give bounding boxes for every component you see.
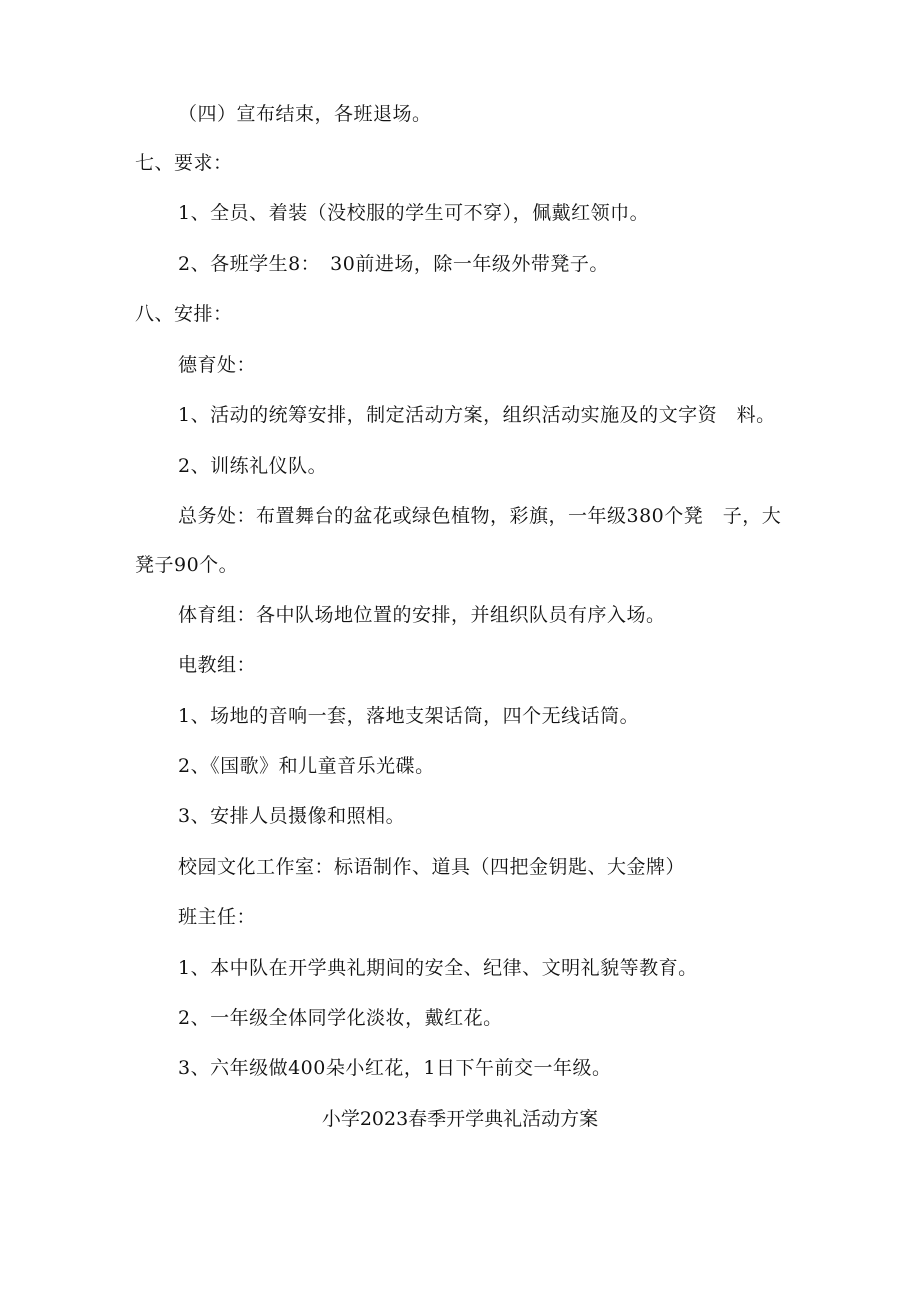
av-item-1: 1、场地的音响一套，落地支架话筒，四个无线话筒。: [178, 705, 640, 727]
dept-class-teachers: 班主任：: [178, 906, 257, 928]
dept-av-group: 电教组：: [178, 654, 257, 676]
class-teacher-item-2: 2、一年级全体同学化淡妆，戴红花。: [178, 1007, 503, 1029]
requirement-item-2: 2、各班学生8： 30前进场，除一年级外带凳子。: [178, 253, 609, 275]
requirement-item-1: 1、全员、着装（没校服的学生可不穿），佩戴红领巾。: [178, 202, 650, 224]
class-teacher-item-1: 1、本中队在开学典礼期间的安全、纪律、文明礼貌等教育。: [178, 957, 698, 979]
general-affairs-line-2: 凳子90个。: [135, 554, 239, 576]
dept-moral-education: 德育处：: [178, 354, 257, 376]
av-item-3: 3、安排人员摄像和照相。: [178, 805, 406, 827]
heading-requirements: 七、要求：: [135, 152, 233, 174]
heading-arrangements: 八、安排：: [135, 303, 233, 325]
document-title: 小学2023春季开学典礼活动方案: [321, 1108, 599, 1130]
moral-item-2: 2、训练礼仪队。: [178, 455, 328, 477]
paragraph-closing-step: （四）宣布结束，各班退场。: [178, 103, 432, 125]
general-affairs-line-1: 总务处：布置舞台的盆花或绿色植物，彩旗，一年级380个凳 子，大: [178, 505, 782, 527]
pe-group-line: 体育组：各中队场地位置的安排，并组织队员有序入场。: [178, 604, 666, 626]
av-item-2: 2、《国歌》和儿童音乐光碟。: [178, 755, 435, 777]
class-teacher-item-3: 3、六年级做400朵小红花，1日下午前交一年级。: [178, 1057, 612, 1079]
culture-studio-line: 校园文化工作室：标语制作、道具（四把金钥匙、大金牌）: [178, 856, 686, 878]
moral-item-1: 1、活动的统筹安排，制定活动方案，组织活动实施及的文字资 料。: [178, 404, 776, 426]
